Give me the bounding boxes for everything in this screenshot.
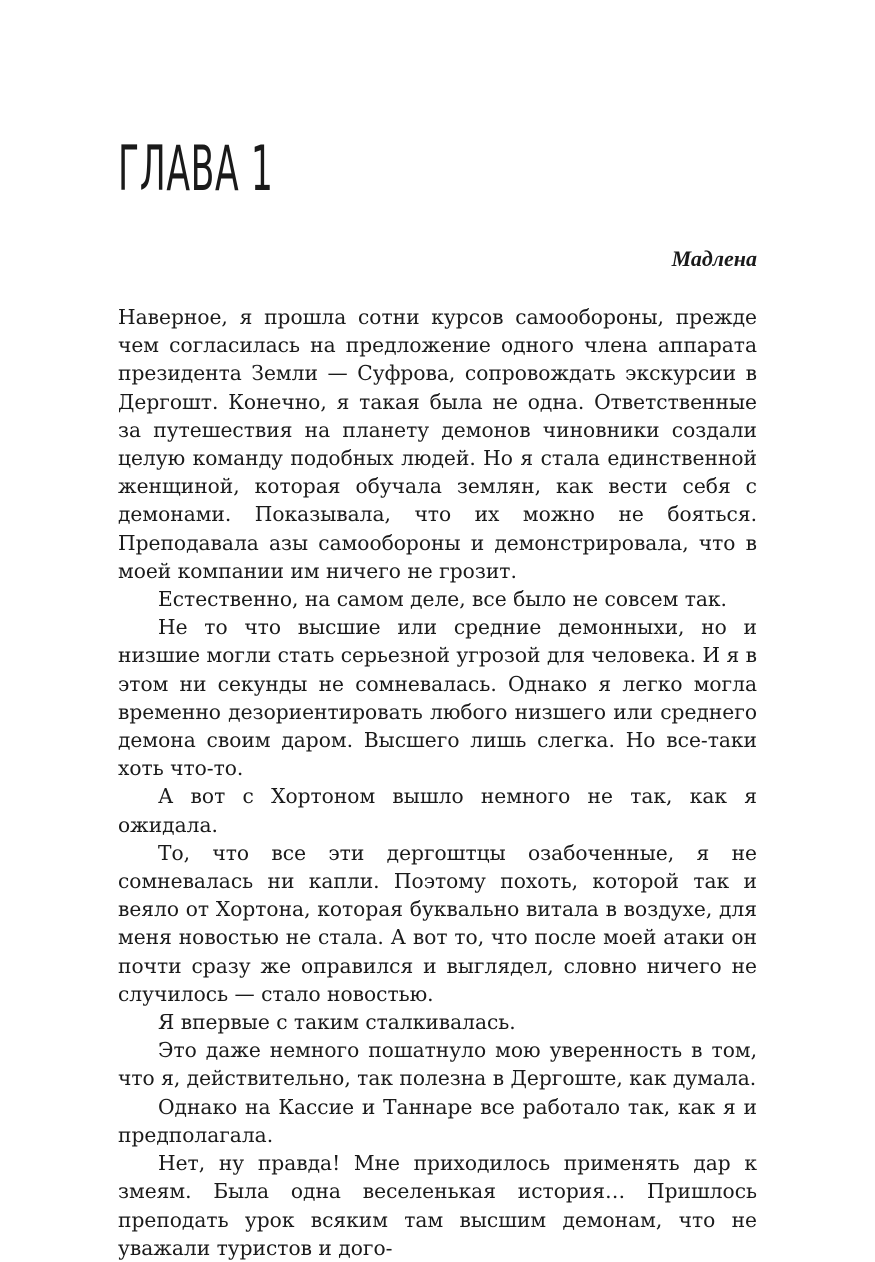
pov-character-name: Мадлена bbox=[671, 246, 757, 271]
paragraph: Наверное, я прошла сотни курсов самообороны, прежде чем согласилась на предложение одного члена аппарата президента Земли — Суфрова, сопровождать экскурсии в Дергошт. Конечно, я такая была не одна. Ответственные за путешествия на планету демонов чиновники создали целую команду подобных людей. Но я стала единственной женщиной, которая обучала землян, как вести себя с демонами. Показывала, что их можно не бояться. Преподавала азы самообороны и демонстрировала, что в моей компании им ничего не грозит. bbox=[118, 305, 757, 583]
paragraph: Нет, ну правда! Мне приходилось применять дар к змеям. Была одна веселенькая история… Пришлось преподать урок всяким там высшим демонам, что не уважали туристов и дого- bbox=[118, 1151, 757, 1260]
paragraph: Естественно, на самом деле, все было не совсем так. bbox=[158, 587, 727, 612]
paragraph: Однако на Кассие и Таннаре все работало так, как я и предполагала. bbox=[118, 1094, 757, 1147]
chapter-body bbox=[118, 303, 757, 1262]
paragraph: Я впервые с таким сталкивалась. bbox=[158, 1010, 516, 1035]
chapter-title: ГЛАВА 1 bbox=[118, 132, 274, 205]
paragraph: Не то что высшие или средние демонныхи, но и низшие могли стать серьезной угрозой для человека. И я в этом ни секунды не сомневалась. Однако я легко могла временно дезориентировать любого низшего или среднего демона своим даром. Высшего лишь слегка. Но все-таки хоть что-то. bbox=[118, 615, 757, 781]
paragraph: А вот с Хортоном вышло немного не так, как я ожидала. bbox=[118, 784, 757, 837]
paragraph: То, что все эти дергоштцы озабоченные, я не сомневалась ни капли. Поэтому похоть, которой так и веяло от Хортона, которая буквально витала в воздухе, для меня новостью не стала. А вот то, что после моей атаки он почти сразу же оправился и выглядел, словно ничего не случилось — стало новостью. bbox=[118, 840, 757, 1006]
paragraph: Это даже немного пошатнуло мою уверенность в том, что я, действительно, так полезна в Дергоште, как думала. bbox=[118, 1038, 757, 1091]
